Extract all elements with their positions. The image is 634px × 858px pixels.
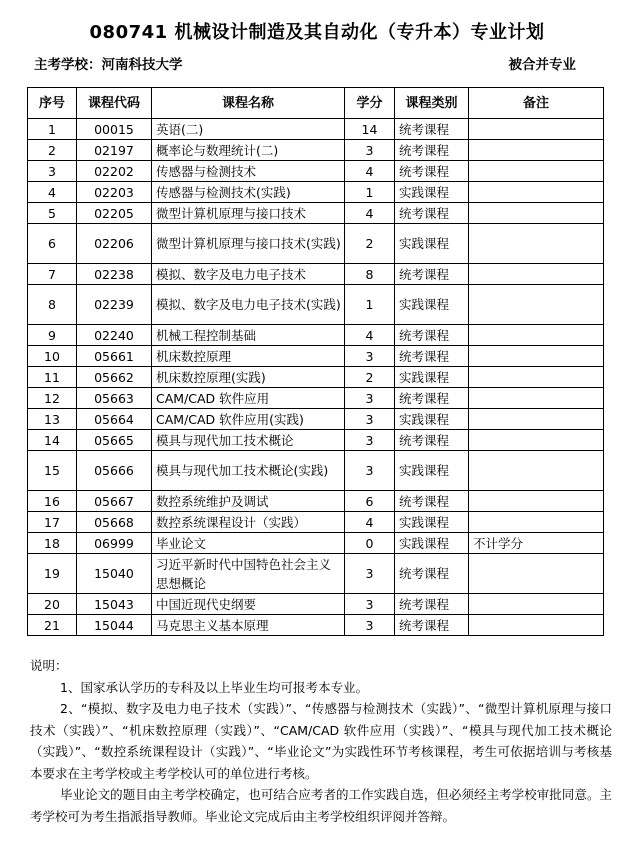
- cell-code: 02202: [77, 161, 152, 182]
- cell-type: 统考课程: [395, 325, 469, 346]
- cell-no: 14: [28, 430, 77, 451]
- cell-type: 统考课程: [395, 388, 469, 409]
- cell-code: 02240: [77, 325, 152, 346]
- table-row: [28, 285, 604, 325]
- table-row: [28, 409, 604, 430]
- cell-no: 10: [28, 346, 77, 367]
- cell-note: [469, 594, 604, 615]
- cell-name: 微型计算机原理与接口技术(实践): [152, 224, 345, 264]
- header-code: 课程代码: [77, 88, 152, 119]
- cell-name: 机床数控原理(实践): [152, 367, 345, 388]
- cell-code: 05662: [77, 367, 152, 388]
- header-note: 备注: [469, 88, 604, 119]
- cell-code: 15040: [77, 554, 152, 594]
- page-title: 080741 机械设计制造及其自动化（专升本）专业计划: [89, 22, 545, 43]
- cell-code: 05666: [77, 451, 152, 491]
- cell-credit: 3: [345, 615, 395, 636]
- cell-credit: 3: [345, 388, 395, 409]
- cell-credit: 2: [345, 224, 395, 264]
- cell-code: 06999: [77, 533, 152, 554]
- cell-credit: 6: [345, 491, 395, 512]
- cell-type: 实践课程: [395, 451, 469, 491]
- cell-name: 习近平新时代中国特色社会主义思想概论: [152, 554, 345, 594]
- cell-note: [469, 346, 604, 367]
- cell-type: 实践课程: [395, 285, 469, 325]
- table-row: [28, 451, 604, 491]
- cell-name: 机械工程控制基础: [152, 325, 345, 346]
- cell-name: 模具与现代加工技术概论(实践): [152, 451, 345, 491]
- cell-code: 15043: [77, 594, 152, 615]
- cell-note: [469, 285, 604, 325]
- cell-type: 统考课程: [395, 161, 469, 182]
- program-status: 被合并专业: [508, 57, 576, 73]
- cell-type: 统考课程: [395, 264, 469, 285]
- cell-no: 18: [28, 533, 77, 554]
- cell-name: CAM/CAD 软件应用(实践): [152, 409, 345, 430]
- cell-note: [469, 119, 604, 140]
- cell-code: 05665: [77, 430, 152, 451]
- table-row: [28, 367, 604, 388]
- cell-code: 00015: [77, 119, 152, 140]
- cell-code: 05661: [77, 346, 152, 367]
- cell-note: [469, 264, 604, 285]
- cell-code: 15044: [77, 615, 152, 636]
- cell-type: 实践课程: [395, 512, 469, 533]
- cell-credit: 1: [345, 285, 395, 325]
- cell-credit: 0: [345, 533, 395, 554]
- table-row: [28, 491, 604, 512]
- cell-type: 统考课程: [395, 430, 469, 451]
- cell-credit: 3: [345, 346, 395, 367]
- cell-name: 模具与现代加工技术概论: [152, 430, 345, 451]
- cell-credit: 3: [345, 594, 395, 615]
- cell-credit: 8: [345, 264, 395, 285]
- table-row: [28, 325, 604, 346]
- cell-name: 微型计算机原理与接口技术: [152, 203, 345, 224]
- cell-type: 实践课程: [395, 182, 469, 203]
- header-credit: 学分: [345, 88, 395, 119]
- cell-name: 传感器与检测技术(实践): [152, 182, 345, 203]
- table-row: [28, 615, 604, 636]
- cell-name: 概率论与数理统计(二): [152, 140, 345, 161]
- cell-no: 16: [28, 491, 77, 512]
- cell-no: 9: [28, 325, 77, 346]
- course-plan-table: [27, 87, 604, 636]
- cell-code: 02203: [77, 182, 152, 203]
- table-row: [28, 182, 604, 203]
- cell-no: 4: [28, 182, 77, 203]
- cell-no: 5: [28, 203, 77, 224]
- cell-credit: 3: [345, 430, 395, 451]
- cell-type: 统考课程: [395, 554, 469, 594]
- cell-note: [469, 554, 604, 594]
- cell-no: 7: [28, 264, 77, 285]
- cell-credit: 3: [345, 554, 395, 594]
- cell-no: 6: [28, 224, 77, 264]
- cell-code: 02197: [77, 140, 152, 161]
- cell-no: 15: [28, 451, 77, 491]
- cell-code: 02206: [77, 224, 152, 264]
- table-row: [28, 346, 604, 367]
- cell-no: 8: [28, 285, 77, 325]
- table-row: [28, 161, 604, 182]
- cell-code: 05667: [77, 491, 152, 512]
- cell-note: [469, 367, 604, 388]
- table-row: [28, 554, 604, 594]
- cell-name: 机床数控原理: [152, 346, 345, 367]
- cell-note: [469, 325, 604, 346]
- cell-no: 1: [28, 119, 77, 140]
- cell-note: [469, 430, 604, 451]
- cell-name: 中国近现代史纲要: [152, 594, 345, 615]
- cell-name: 模拟、数字及电力电子技术: [152, 264, 345, 285]
- cell-name: CAM/CAD 软件应用: [152, 388, 345, 409]
- cell-note: [469, 224, 604, 264]
- cell-credit: 3: [345, 140, 395, 161]
- cell-note: [469, 388, 604, 409]
- cell-no: 20: [28, 594, 77, 615]
- table-row: [28, 119, 604, 140]
- cell-no: 13: [28, 409, 77, 430]
- cell-type: 实践课程: [395, 409, 469, 430]
- host-school: 主考学校：河南科技大学: [34, 57, 183, 73]
- note-item: 1、国家承认学历的专科及以上毕业生均可报考本专业。: [60, 679, 368, 695]
- cell-note: [469, 451, 604, 491]
- note-item: 毕业论文的题目由主考学校确定，也可结合应考者的工作实践自选，但必须经主考学校审批同意。主考学校可为考生指派指导教师。毕业论文完成后由主考学校组织评阅并答辩。: [30, 787, 612, 824]
- cell-type: 实践课程: [395, 367, 469, 388]
- cell-no: 3: [28, 161, 77, 182]
- table-row: [28, 203, 604, 224]
- cell-note: [469, 512, 604, 533]
- cell-credit: 4: [345, 325, 395, 346]
- cell-code: 02205: [77, 203, 152, 224]
- cell-credit: 2: [345, 367, 395, 388]
- table-row: [28, 224, 604, 264]
- table-row: [28, 533, 604, 554]
- cell-type: 实践课程: [395, 224, 469, 264]
- cell-note: 不计学分: [469, 533, 604, 554]
- cell-code: 05663: [77, 388, 152, 409]
- cell-type: 统考课程: [395, 203, 469, 224]
- header-type: 课程类别: [395, 88, 469, 119]
- note-item: 2、“模拟、数字及电力电子技术（实践）”、“传感器与检测技术（实践）”、“微型计算机原理与接口技术（实践）”、“机床数控原理（实践）”、“CAM/CAD 软件应用（实践）”、“模具与现代加工技术概论（实践）”、“数控系统课程设计（实践）”、“毕业论文”为实践性环节考核课程，考生可依据培训与考核基本要求在主考学校或主考学校认可的单位进行考核。: [30, 701, 612, 781]
- cell-name: 毕业论文: [152, 533, 345, 554]
- cell-type: 实践课程: [395, 533, 469, 554]
- cell-type: 统考课程: [395, 594, 469, 615]
- cell-name: 英语(二): [152, 119, 345, 140]
- cell-no: 12: [28, 388, 77, 409]
- table-row: [28, 594, 604, 615]
- cell-note: [469, 182, 604, 203]
- cell-note: [469, 615, 604, 636]
- cell-no: 11: [28, 367, 77, 388]
- table-row: [28, 140, 604, 161]
- cell-credit: 4: [345, 161, 395, 182]
- cell-credit: 4: [345, 203, 395, 224]
- header-name: 课程名称: [152, 88, 345, 119]
- cell-credit: 3: [345, 409, 395, 430]
- notes-section: [30, 655, 612, 827]
- cell-credit: 14: [345, 119, 395, 140]
- cell-note: [469, 161, 604, 182]
- cell-no: 17: [28, 512, 77, 533]
- table-row: [28, 430, 604, 451]
- header-no: 序号: [28, 88, 77, 119]
- cell-no: 21: [28, 615, 77, 636]
- cell-name: 数控系统课程设计（实践）: [152, 512, 345, 533]
- table-header-row: [28, 88, 604, 119]
- cell-credit: 3: [345, 451, 395, 491]
- cell-name: 马克思主义基本原理: [152, 615, 345, 636]
- cell-name: 数控系统维护及调试: [152, 491, 345, 512]
- cell-note: [469, 491, 604, 512]
- cell-type: 统考课程: [395, 615, 469, 636]
- cell-no: 19: [28, 554, 77, 594]
- cell-type: 统考课程: [395, 491, 469, 512]
- cell-code: 02239: [77, 285, 152, 325]
- table-row: [28, 264, 604, 285]
- cell-note: [469, 140, 604, 161]
- notes-heading: 说明：: [30, 658, 68, 673]
- cell-credit: 4: [345, 512, 395, 533]
- cell-no: 2: [28, 140, 77, 161]
- cell-code: 05668: [77, 512, 152, 533]
- cell-code: 05664: [77, 409, 152, 430]
- cell-note: [469, 409, 604, 430]
- cell-type: 统考课程: [395, 346, 469, 367]
- cell-note: [469, 203, 604, 224]
- table-row: [28, 512, 604, 533]
- cell-credit: 1: [345, 182, 395, 203]
- cell-type: 统考课程: [395, 119, 469, 140]
- cell-code: 02238: [77, 264, 152, 285]
- cell-name: 传感器与检测技术: [152, 161, 345, 182]
- cell-type: 统考课程: [395, 140, 469, 161]
- table-row: [28, 388, 604, 409]
- cell-name: 模拟、数字及电力电子技术(实践): [152, 285, 345, 325]
